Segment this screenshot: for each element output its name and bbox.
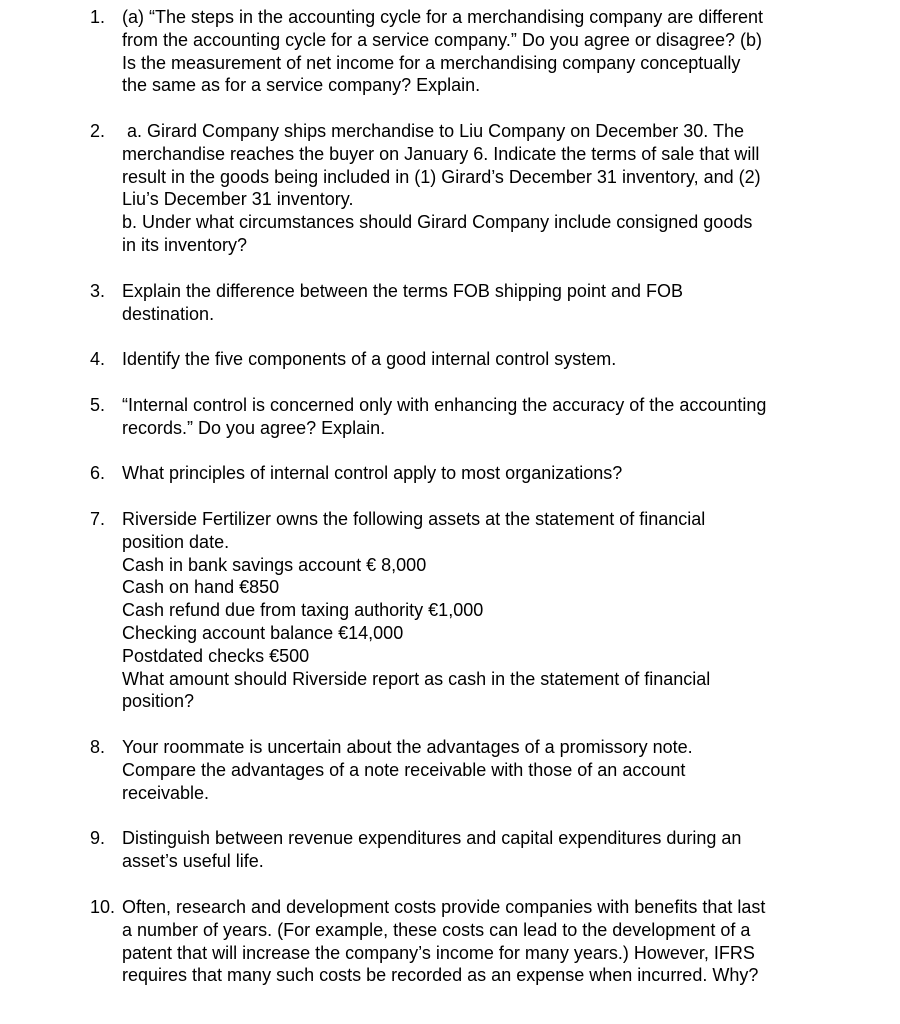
question-text bbox=[122, 827, 850, 873]
question-line: Is the measurement of net income for a merchandising company conceptually bbox=[122, 52, 741, 73]
question-text bbox=[122, 120, 850, 257]
question-line: Often, research and development costs provide companies with benefits that last bbox=[122, 897, 766, 917]
asset-line: Cash on hand €850 bbox=[122, 577, 280, 598]
question-line: Riverside Fertilizer owns the following assets at the statement of financial bbox=[122, 509, 706, 529]
question-10 bbox=[90, 896, 850, 987]
question-text bbox=[122, 6, 850, 97]
asset-line: Cash in bank savings account € 8,000 bbox=[122, 554, 427, 575]
question-line: Identify the five components of a good internal control system. bbox=[122, 349, 617, 369]
question-line: the same as for a service company? Explain. bbox=[122, 75, 481, 96]
question-number: 4. bbox=[90, 349, 106, 369]
question-text bbox=[122, 394, 850, 440]
question-line: What principles of internal control apply to most organizations? bbox=[122, 463, 623, 483]
question-text bbox=[122, 508, 850, 713]
question-number: 2. bbox=[90, 121, 106, 141]
question-number: 6. bbox=[90, 463, 106, 483]
question-line: Distinguish between revenue expenditures and capital expenditures during an bbox=[122, 828, 742, 848]
question-number: 7. bbox=[90, 509, 106, 529]
question-4 bbox=[90, 348, 850, 371]
question-1 bbox=[90, 6, 850, 97]
question-number: 3. bbox=[90, 281, 106, 301]
question-line: patent that will increase the company’s income for many years.) However, IFRS bbox=[122, 942, 755, 963]
question-line: Explain the difference between the terms FOB shipping point and FOB bbox=[122, 281, 683, 301]
question-text bbox=[122, 348, 850, 371]
question-line: records.” Do you agree? Explain. bbox=[122, 417, 386, 438]
question-line: (a) “The steps in the accounting cycle for a merchandising company are different bbox=[122, 7, 763, 27]
question-text bbox=[122, 736, 850, 804]
question-6 bbox=[90, 462, 850, 485]
question-line: Liu’s December 31 inventory. bbox=[122, 189, 354, 210]
question-9 bbox=[90, 827, 850, 873]
question-line: Your roommate is uncertain about the advantages of a promissory note. bbox=[122, 737, 693, 757]
question-line: asset’s useful life. bbox=[122, 850, 264, 871]
question-number: 8. bbox=[90, 737, 106, 757]
question-line: What amount should Riverside report as cash in the statement of financial bbox=[122, 668, 711, 689]
asset-line: Checking account balance €14,000 bbox=[122, 622, 404, 643]
question-line: in its inventory? bbox=[122, 234, 248, 255]
question-line: position? bbox=[122, 691, 195, 712]
question-line: destination. bbox=[122, 303, 215, 324]
question-line: requires that many such costs be recorded as an expense when incurred. Why? bbox=[122, 965, 759, 986]
question-line: result in the goods being included in (1) Girard’s December 31 inventory, and (2) bbox=[122, 166, 761, 187]
question-text bbox=[122, 462, 850, 485]
question-7 bbox=[90, 508, 850, 713]
question-number: 5. bbox=[90, 395, 106, 415]
question-line: from the accounting cycle for a service company.” Do you agree or disagree? (b) bbox=[122, 29, 762, 50]
question-text bbox=[122, 280, 850, 326]
question-5 bbox=[90, 394, 850, 440]
question-line: receivable. bbox=[122, 782, 210, 803]
question-number: 10. bbox=[90, 897, 116, 917]
cropped-heading-fragment bbox=[120, 0, 840, 2]
question-line: a. Girard Company ships merchandise to Liu Company on December 30. The bbox=[122, 121, 744, 141]
question-line: Compare the advantages of a note receivable with those of an account bbox=[122, 759, 686, 780]
question-line: “Internal control is concerned only with enhancing the accuracy of the accounting bbox=[122, 395, 767, 415]
question-3 bbox=[90, 280, 850, 326]
question-number: 9. bbox=[90, 828, 106, 848]
question-number: 1. bbox=[90, 7, 106, 27]
question-line: b. Under what circumstances should Girard Company include consigned goods bbox=[122, 212, 753, 233]
question-line: position date. bbox=[122, 531, 230, 552]
asset-line: Cash refund due from taxing authority €1,000 bbox=[122, 600, 484, 621]
question-line: a number of years. (For example, these costs can lead to the development of a bbox=[122, 919, 751, 940]
question-8 bbox=[90, 736, 850, 804]
question-2 bbox=[90, 120, 850, 257]
asset-line: Postdated checks €500 bbox=[122, 645, 310, 666]
question-line: merchandise reaches the buyer on January 6. Indicate the terms of sale that will bbox=[122, 143, 760, 164]
question-text bbox=[122, 896, 850, 987]
